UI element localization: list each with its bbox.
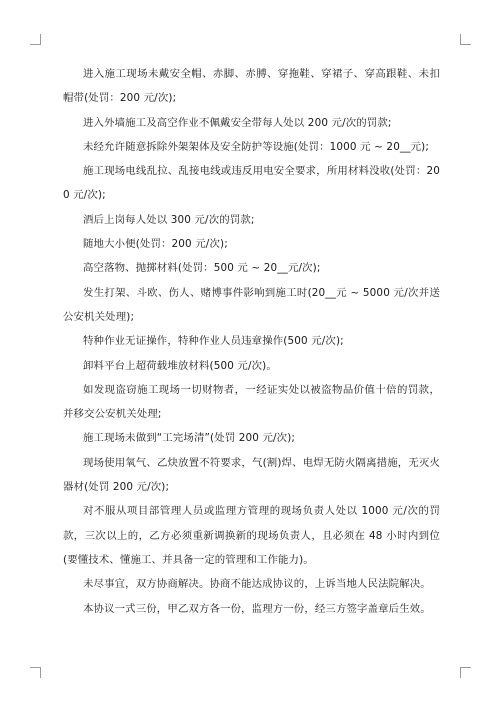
paragraph-sanitation: 随地大小便(处罚：200 元/次);	[83, 238, 228, 251]
paragraph-site-clean: 施工现场未做到“工完场清”(处罚 200 元/次);	[83, 432, 296, 445]
crop-mark-top-right	[460, 34, 471, 45]
document-body	[63, 62, 440, 621]
crop-mark-bottom-left	[30, 667, 41, 678]
paragraph-electrical: 施工现场电线乱拉、乱接电线或违反用电安全要求，所用材料没收(处罚：200 元/次);	[63, 165, 440, 202]
paragraph-disputes: 未尽事宜，双方协商解决。协商不能达成协议的，上诉当地人民法院解决。	[83, 578, 431, 591]
paragraph-theft: 如发现盗窃施工现场一切财物者，一经证实处以被盗物品价值十倍的罚款，并移交公安机关处理;	[63, 383, 440, 421]
paragraph-special-operations: 特种作业无证操作，特种作业人员违章操作(500 元/次);	[83, 335, 344, 348]
paragraph-overload: 卸料平台上超荷载堆放材料(500 元/次)。	[83, 359, 277, 372]
paragraph-falling-objects: 高空落物、抛掷材料(处罚：500 元 ~ 20__元/次);	[83, 262, 321, 275]
crop-mark-top-left	[30, 34, 41, 45]
paragraph-welding: 现场使用氧气、乙炔放置不符要求，气(割)焊、电焊无防火隔离措施，无灭火器材(处罚 200 元/次);	[63, 456, 440, 494]
paragraph-fighting: 发生打架、斗欧、伤人、赌博事件影响到施工时(20__元 ~ 5000 元/次并送公安机关处理);	[63, 286, 440, 323]
paragraph-safety-gear: 进入施工现场未戴安全帽、赤脚、赤膊、穿拖鞋、穿裙子、穿高跟鞋、未扣帽带(处罚：200 元/次);	[63, 68, 440, 105]
paragraph-management: 对不服从项目部管理人员或监理方管理的现场负责人处以 1000 元/次的罚款，三次以上的，乙方必须重新调换新的现场负责人，且必须在 48 小时内到位(要懂技术、懂施工、并具备一定的管理和工作能力)。	[63, 505, 440, 566]
paragraph-drunk-work: 酒后上岗每人处以 300 元/次的罚款;	[83, 213, 255, 226]
crop-mark-bottom-right	[460, 667, 471, 678]
paragraph-safety-belt: 进入外墙施工及高空作业不佩戴安全带每人处以 200 元/次的罚款;	[83, 116, 392, 129]
paragraph-copies: 本协议一式三份，甲乙双方各一份，监理方一份，经三方签字盖章后生效。	[83, 602, 431, 615]
paragraph-scaffold-removal: 未经允许随意拆除外架架体及安全防护等设施(处罚：1000 元 ~ 20__元);	[83, 140, 430, 153]
